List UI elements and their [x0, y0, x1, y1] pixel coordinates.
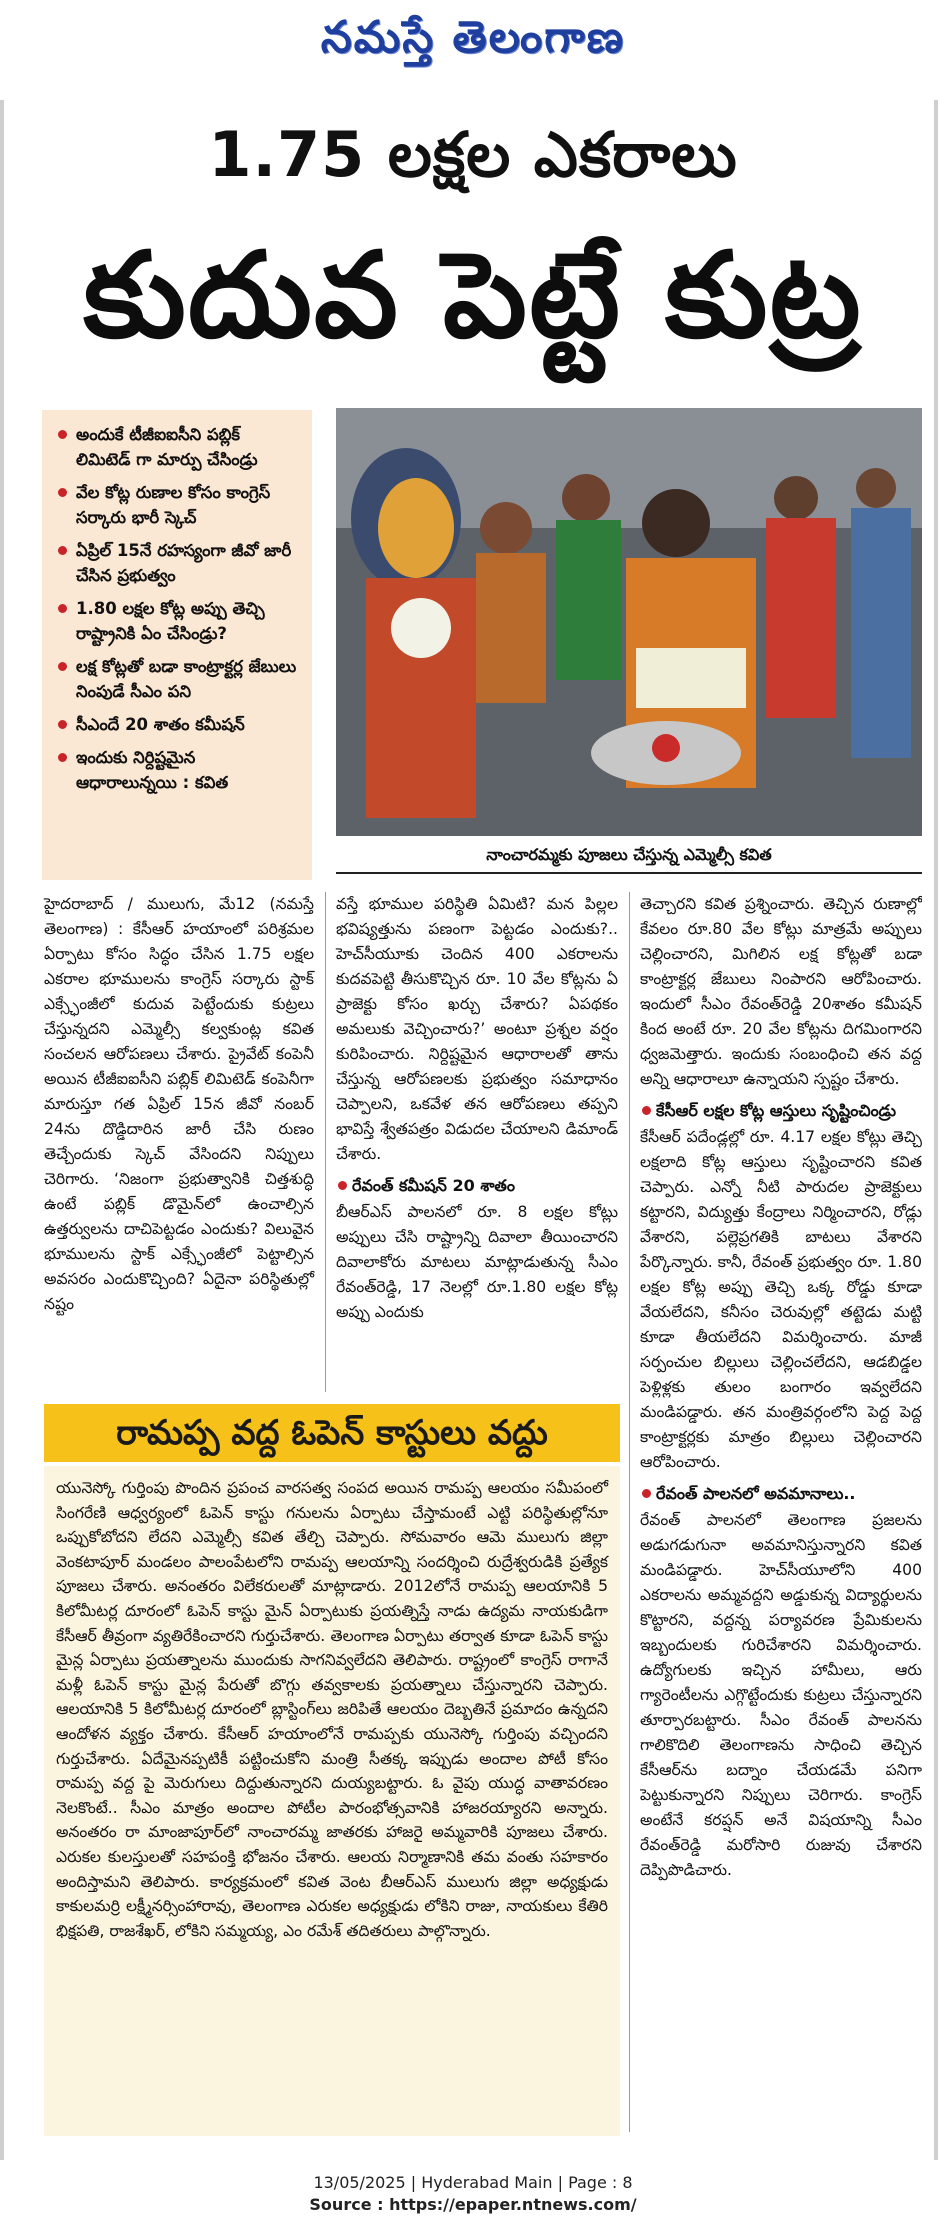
- bullet-icon: [642, 1106, 651, 1115]
- photo-caption: నాంచారమ్మకు పూజలు చేస్తున్న ఎమ్మెల్సీ కవిత: [336, 838, 922, 874]
- subheading: రేవంత్ పాలనలో అవమానాలు..: [640, 1481, 922, 1506]
- bullet-icon: [642, 1489, 651, 1498]
- bullet-icon: [58, 753, 67, 762]
- main-headline: కుదువ పెట్టే కుట్ర: [83, 225, 863, 364]
- body-paragraph: బీఆర్ఎస్ పాలనలో రూ. 8 లక్షల కోట్లు అప్పులు చేసి రాష్ట్రాన్ని దివాలా తీయించారని దివాలాకోరు మాటలు మాట్లాడుతున్న సీఎం రేవంత్‌రెడ్డి, 17 నెలల్లో రూ.1.80 లక్షల కోట్ల అప్పు ఎందుకు: [336, 1203, 618, 1321]
- highlight-item: 1.80 లక్షల కోట్ల అప్పు తెచ్చి రాష్ట్రానికి ఏం చేసిండ్రు?: [56, 596, 300, 646]
- bullet-icon: [58, 430, 67, 439]
- photo-illustration: [336, 408, 922, 836]
- bullet-icon: [58, 720, 67, 729]
- column-divider: [325, 892, 326, 1392]
- body-paragraph: రేవంత్ పాలనలో తెలంగాణ ప్రజలను అడుగడుగునా అవమానిస్తున్నారని కవిత మండిపడ్డారు. హెచ్‌సీయూలోని 400 ఎకరాలను అమ్మవద్దని అడ్డుకున్న విద్యార్థులను కొట్టారని, వద్దన్న పర్యావరణ ప్రేమికులను ఇబ్బందులకు గురిచేశారని విమర్శించారు. ఉద్యోగులకు ఇచ్చిన హామీలు, ఆరు గ్యారెంటీలను ఎగ్గొట్టేందుకు కుట్రలు చేస్తున్నారని తూర్పారబట్టారు. సీఎం రేవంత్ పాలనను గాలికొదిలి తెలంగాణను సాధించి తెచ్చిన కేసీఆర్‌ను బద్నాం చేయడమే పనిగా పెట్టుకున్నారని నిప్పులు చెరిగారు. కాంగ్రెస్ అంటేనే కరప్షన్ అనే విషయాన్ని సీఎం రేవంత్‌రెడ్డి మరోసారి రుజువు చేశారని దెప్పిపొడిచారు.: [640, 1511, 922, 1879]
- highlight-item: ఏప్రిల్ 15నే రహస్యంగా జీవో జారీ చేసిన ప్రభుత్వం: [56, 538, 300, 588]
- bullet-icon: [58, 546, 67, 555]
- left-margin-line: [0, 100, 4, 2160]
- footer-source: Source : https://epaper.ntnews.com/: [309, 2195, 637, 2214]
- subheading: కేసీఆర్ లక్షల కోట్ల ఆస్తులు సృష్టించిండ్రు: [640, 1098, 922, 1123]
- highlight-item: సీఎందే 20 శాతం కమీషన్: [56, 712, 300, 737]
- box-story-title: రామప్ప వద్ద ఓపెన్ కాస్టులు వద్దు: [44, 1404, 620, 1462]
- newspaper-logo: నమస్తే తెలంగాణ: [320, 12, 626, 63]
- right-margin-line: [934, 100, 938, 2160]
- article-column-2: [336, 892, 618, 1329]
- article-column-3: [640, 892, 922, 2132]
- highlight-item: వేల కోట్ల రుణాల కోసం కాంగ్రెస్ సర్కారు భారీ స్కెచ్: [56, 480, 300, 530]
- body-paragraph: వస్తే భూముల పరిస్థితి ఏమిటి? మన పిల్లల భవిష్యత్తును పణంగా పెట్టడం ఎందుకు?.. హెచ్‌సీయూకు చెందిన 400 ఎకరాలను కుదవపెట్టి తీసుకొచ్చిన రూ. 10 వేల కోట్లను ఏ ప్రాజెక్టు కోసం ఖర్చు చేశారు? ఏపథకం అమలుకు వెచ్చించారు?’ అంటూ ప్రశ్నల వర్షం కురిపించారు. నిర్దిష్టమైన ఆధారాలతో తాను చేస్తున్న ఆరోపణలకు ప్రభుత్వం సమాధానం చెప్పాలని, ఒకవేళ తన ఆరోపణలు తప్పని భావిస్తే శ్వేతపత్రం విడుదల చేయాలని డిమాండ్ చేశారు.: [336, 895, 618, 1163]
- highlight-item: అందుకే టీజీఐఐసీని పబ్లిక్ లిమిటెడ్ గా మార్పు చేసిండ్రు: [56, 422, 300, 472]
- bullet-icon: [58, 604, 67, 613]
- highlights-box: [42, 410, 312, 880]
- article-column-1: [44, 892, 314, 1321]
- bullet-icon: [58, 662, 67, 671]
- news-photo: [336, 408, 922, 836]
- page-footer: [0, 2172, 946, 2216]
- footer-date-edition: 13/05/2025 | Hyderabad Main | Page : 8: [313, 2173, 633, 2192]
- body-paragraph: తెచ్చారని కవిత ప్రశ్నించారు. తెచ్చిన రుణాల్లో కేవలం రూ.80 వేల కోట్లు మాత్రమే అప్పులు చెల్లించారని, మిగిలిన లక్ష కోట్లతో బడా కాంట్రాక్టర్ల జేబులు నింపారని ఆరోపించారు. ఇందులో సీఎం రేవంత్‌రెడ్డి 20శాతం కమీషన్ కింద అంటే రూ. 20 వేల కోట్లను దిగమింగారని ధ్వజమెత్తారు. ఇందుకు సంబంధించి తన వద్ద అన్ని ఆధారాలూ ఉన్నాయని స్పష్టం చేశారు.: [640, 895, 922, 1088]
- subheading: రేవంత్ కమీషన్ 20 శాతం: [336, 1173, 618, 1198]
- body-paragraph: కేసీఆర్ పదేండ్లల్లో రూ. 4.17 లక్షల కోట్లు తెచ్చి లక్షలాది కోట్ల ఆస్తులు సృష్టించారని కవిత చెప్పారు. ఎన్నో నీటి పారుదల ప్రాజెక్టులు కట్టారని, విద్యుత్తు కేంద్రాలు నిర్మించారని, రోడ్లు వేశారని, పల్లెప్రగతికి బాటలు వేశారని పేర్కొన్నారు. కానీ, రేవంత్ ప్రభుత్వం రూ. 1.80 లక్షల కోట్ల అప్పు తెచ్చి ఒక్క రోడ్డు కూడా వేయలేదని, కనీసం చెరువుల్లో తట్టెడు మట్టి కూడా తీయలేదని విమర్శించారు. మాజీ సర్పంచుల బిల్లులు చెల్లించలేదని, ఆడబిడ్డల పెళ్లిళ్లకు తులం బంగారం ఇవ్వలేదని మండిపడ్డారు. తన మంత్రివర్గంలోని పెద్ద పెద్ద కాంట్రాక్టర్లకు మాత్రం బిల్లులు చెల్లించారని ఆరోపించారు.: [640, 1128, 922, 1471]
- box-story-body: యునెస్కో గుర్తింపు పొందిన ప్రపంచ వారసత్వ సంపద అయిన రామప్ప ఆలయం సమీపంలో సింగరేణి ఆధ్వర్యంలో ఓపెన్ కాస్టు గనులను ఏర్పాటు చేస్తామంటే ఎట్టి పరిస్థితుల్లోనూ ఒప్పుకోబోదని లేదని ఎమ్మెల్సీ కవిత తేల్చి చెప్పారు. సోమవారం ఆమె ములుగు జిల్లా వెంకటాపూర్ మండలం పాలంపేటలోని రామప్ప ఆలయాన్ని సందర్శించి రుద్రేశ్వరుడికి ప్రత్యేక పూజలు చేశారు. అనంతరం విలేకరులతో మాట్లాడారు. 2012లోనే రామప్ప ఆలయానికి 5 కిలోమీటర్ల దూరంలో ఓపెన్ కాస్టు మైన్ ఏర్పాటుకు ప్రయత్నిస్తే నాడు ఉద్యమ నాయకుడిగా కేసీఆర్ తీవ్రంగా వ్యతిరేకించారని గుర్తుచేశారు. తెలంగాణ ఏర్పాటు తర్వాత కూడా ఓపెన్ కాస్టు మైన్ల ఏర్పాటు ప్రయత్నాలను ముందుకు సాగనివ్వలేదని తెలిపారు. రాష్ట్రంలో కాంగ్రెస్ రాగానే మళ్లీ ఓపెన్ కాస్టు మైన్ల పేరుతో బొగ్గు తవ్వకాలకు ప్రయత్నాలు చేస్తున్నారని చెప్పారు. ఆలయానికి 5 కిలోమీటర్ల దూరంలో బ్లాస్టింగ్‌లు జరిపితే ఆలయం దెబ్బతినే ప్రమాదం ఉన్నదని ఆందోళన వ్యక్తం చేశారు. కేసీఆర్ హయాంలోనే రామప్పకు యునెస్కో గుర్తింపు వచ్చిందని గుర్తుచేశారు. ఏదేమైనప్పటికీ పట్టించుకోని మంత్రి సీతక్క ఇప్పుడు అందాల పోటీ కోసం రామప్ప వద్ద పై మెరుగులు దిద్దుతున్నారని దుయ్యబట్టారు. ఓ వైపు యుద్ధ వాతావరణం నెలకొంటే.. సీఎం మాత్రం అందాల పోటీల పారంభోత్సవానికి హాజరయ్యారని అన్నారు. అనంతరం రా మాంజాపూర్‌లో నాంచారమ్మ జాతరకు హాజరై అమ్మవారికి పూజలు చేశారు. ఎరుకల కులస్తులతో సహపంక్తి భోజనం చేశారు. ఆలయ నిర్మాణానికి తమ వంతు సహకారం అందిస్తామని తెలిపారు. కార్యక్రమంలో కవిత వెంట బీఆర్ఎస్ ములుగు జిల్లా అధ్యక్షుడు కాకులమర్రి లక్ష్మీనర్సింహారావు, తెలంగాణ ఎరుకల అధ్యక్షుడు లోకిని రాజు, నాయకులు కేతిరి భిక్షపతి, రాజశేఖర్, లోకిని సమ్మయ్య, ఎం రమేశ్ తదితరులు పాల్గొన్నారు.: [44, 1466, 620, 2136]
- highlight-item: లక్ష కోట్లతో బడా కాంట్రాక్టర్ల జేబులు నింపుడే సీఎం పని: [56, 654, 300, 704]
- kicker-headline: 1.75 లక్షల ఎకరాలు: [208, 118, 738, 191]
- bullet-icon: [58, 488, 67, 497]
- column-divider: [629, 892, 630, 2132]
- masthead: [0, 0, 946, 90]
- body-paragraph: హైదరాబాద్ / ములుగు, మే12 (నమస్తే తెలంగాణ) : కేసీఆర్ హయాంలో పరిశ్రమల ఏర్పాటు కోసం సిద్ధం చేసిన 1.75 లక్షల ఎకరాల భూములను కాంగ్రెస్ సర్కారు స్టాక్ ఎక్స్ఛేంజీలో కుదువ పెట్టేందుకు కుట్రలు చేస్తున్నదని ఎమ్మెల్సీ కల్వకుంట్ల కవిత సంచలన ఆరోపణలు చేశారు. ప్రైవేట్ కంపెనీ అయిన టీజీఐఐసీని పబ్లిక్ లిమిటెడ్ కంపెనీగా మారుస్తూ గత ఏప్రిల్ 15న జీవో నంబర్ 24ను దొడ్డిదారిన జారీ చేసి రుణం తెచ్చేందుకు స్కెచ్ వేసిందని నిప్పులు చెరిగారు. ‘నిజంగా ప్రభుత్వానికి చిత్తశుద్ధి ఉంటే పబ్లిక్ డొమైన్‌లో ఉంచాల్సిన ఉత్తర్వులను దాచిపెట్టడం ఎందుకు? విలువైన భూములను స్టాక్ ఎక్స్ఛేంజీలో పెట్టాల్సిన అవసరం ఎందుకొచ్చింది? ఏదైనా పరిస్థితుల్లో నష్టం: [44, 895, 314, 1313]
- highlight-item: ఇందుకు నిర్దిష్టమైన ఆధారాలున్నయి : కవిత: [56, 745, 300, 795]
- bullet-icon: [338, 1181, 347, 1190]
